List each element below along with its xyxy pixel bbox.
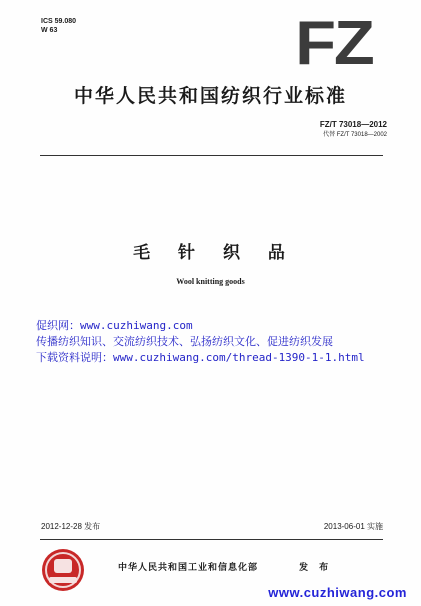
fz-logo — [288, 9, 380, 78]
promo-site-link[interactable]: www.cuzhiwang.com — [80, 319, 193, 332]
issuer-seal-icon — [42, 549, 84, 591]
ics-code: ICS 59.080 — [41, 18, 77, 25]
ccs-code: W 63 — [41, 27, 58, 34]
standard-code: FZ/T 73018—2012 — [319, 120, 387, 129]
document-title-en: Wool knitting goods — [176, 277, 245, 286]
classification-codes — [41, 17, 76, 35]
site-watermark: www.cuzhiwang.com — [268, 585, 407, 600]
implementation-date: 2013-06-01 实施 — [323, 522, 383, 531]
issuing-authority-suffix: 发 布 — [299, 563, 333, 573]
promo-line-site — [36, 318, 365, 334]
top-divider — [40, 155, 383, 156]
issue-date: 2012-12-28 发布 — [41, 522, 101, 531]
promo-line-download — [36, 350, 365, 366]
bottom-divider — [40, 539, 383, 540]
fz-logo-text: FZ — [295, 9, 373, 78]
promo-download-link[interactable]: www.cuzhiwang.com/thread-1390-1-1.html — [113, 351, 365, 364]
promo-site-label: 促织网： — [36, 319, 80, 332]
promo-download-label: 下载资料说明： — [36, 351, 113, 364]
promo-text-block — [36, 318, 365, 366]
replaces-standard: 代替 FZ/T 73018—2002 — [323, 132, 387, 138]
issuing-authority: 中华人民共和国工业和信息化部 — [118, 563, 259, 573]
seal-emblem — [54, 559, 72, 573]
seal-band — [49, 577, 77, 583]
document-title-cn: 毛 针 织 品 — [133, 243, 296, 263]
promo-line-slogan: 传播纺织知识、交流纺织技术、弘扬纺织文化、促进纺织发展 — [36, 335, 333, 348]
industry-standard-title: 中华人民共和国纺织行业标准 — [73, 85, 347, 107]
